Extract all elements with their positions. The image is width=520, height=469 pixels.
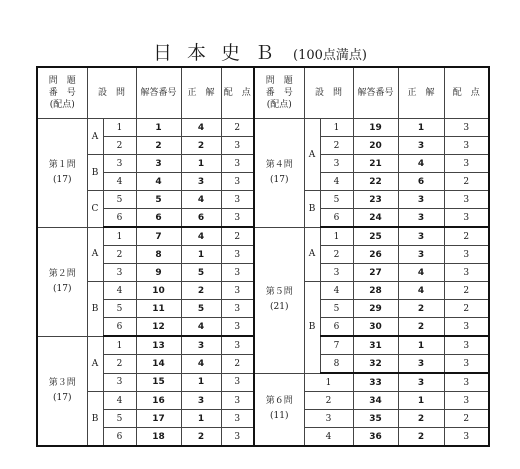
answer-number: 9 xyxy=(136,264,181,282)
sub-num: 6 xyxy=(320,318,353,337)
sub-num: 8 xyxy=(320,355,353,374)
header-haiten-left: 配 点 xyxy=(221,67,254,119)
letter-a: A xyxy=(304,227,320,282)
question-label: 第３問 xyxy=(48,377,76,388)
points: 2 xyxy=(444,300,489,318)
sub-num: 4 xyxy=(103,282,136,300)
answer-number: 19 xyxy=(353,119,398,137)
letter-b: B xyxy=(87,392,103,447)
points: 3 xyxy=(221,137,254,155)
points: 2 xyxy=(444,227,489,246)
answer-number: 31 xyxy=(353,336,398,355)
sub-num: 3 xyxy=(103,155,136,173)
answer-number: 15 xyxy=(136,373,181,392)
correct-answer: 2 xyxy=(398,428,444,447)
points: 3 xyxy=(444,336,489,355)
header-seikai-right: 正 解 xyxy=(398,67,444,119)
points: 2 xyxy=(221,119,254,137)
points: 3 xyxy=(221,246,254,264)
points: 3 xyxy=(444,392,489,410)
correct-answer: 2 xyxy=(398,300,444,318)
correct-answer: 1 xyxy=(181,155,221,173)
question-points: (17) xyxy=(53,392,72,403)
sub-num: 4 xyxy=(304,428,353,447)
correct-answer: 3 xyxy=(181,336,221,355)
correct-answer: 4 xyxy=(181,318,221,337)
letter-b: B xyxy=(87,155,103,191)
correct-answer: 2 xyxy=(181,428,221,447)
answer-number: 17 xyxy=(136,410,181,428)
letter-b: B xyxy=(304,191,320,228)
answer-number: 3 xyxy=(136,155,181,173)
sub-num: 5 xyxy=(103,191,136,209)
answer-number: 25 xyxy=(353,227,398,246)
answer-number: 30 xyxy=(353,318,398,337)
sub-num: 5 xyxy=(320,191,353,209)
sub-num: 3 xyxy=(103,264,136,282)
correct-answer: 3 xyxy=(398,191,444,209)
answer-number: 11 xyxy=(136,300,181,318)
answer-number: 20 xyxy=(353,137,398,155)
answer-number: 2 xyxy=(136,137,181,155)
points: 3 xyxy=(221,392,254,410)
sub-num: 4 xyxy=(103,173,136,191)
letter-a: A xyxy=(87,336,103,392)
question-points: (17) xyxy=(53,174,72,185)
sub-num: 4 xyxy=(320,282,353,300)
points: 3 xyxy=(221,173,254,191)
header-setsumon-right: 設 問 xyxy=(304,67,353,119)
question-label: 第４問 xyxy=(265,159,293,170)
sub-num: 4 xyxy=(320,173,353,191)
answer-number: 1 xyxy=(136,119,181,137)
points: 3 xyxy=(221,300,254,318)
question-points: (17) xyxy=(270,174,289,185)
correct-answer: 2 xyxy=(181,282,221,300)
correct-answer: 3 xyxy=(398,355,444,374)
correct-answer: 2 xyxy=(398,318,444,337)
points: 3 xyxy=(444,373,489,392)
correct-answer: 2 xyxy=(181,137,221,155)
question-label: 第６問 xyxy=(265,396,293,407)
header-seikai-left: 正 解 xyxy=(181,67,221,119)
sub-num: 2 xyxy=(304,392,353,410)
points: 3 xyxy=(444,119,489,137)
answer-number: 8 xyxy=(136,246,181,264)
points: 2 xyxy=(444,410,489,428)
correct-answer: 3 xyxy=(181,392,221,410)
sub-num: 2 xyxy=(320,137,353,155)
question-cell-4 xyxy=(254,119,304,228)
page-title xyxy=(0,38,520,65)
answer-number: 32 xyxy=(353,355,398,374)
correct-answer: 1 xyxy=(398,119,444,137)
points: 3 xyxy=(444,355,489,374)
answer-number: 28 xyxy=(353,282,398,300)
answer-number: 18 xyxy=(136,428,181,447)
answer-table xyxy=(36,66,490,447)
answer-number: 6 xyxy=(136,209,181,228)
sub-num: 1 xyxy=(320,227,353,246)
correct-answer: 3 xyxy=(398,209,444,228)
correct-answer: 4 xyxy=(181,355,221,374)
points: 3 xyxy=(444,246,489,264)
sub-num: 2 xyxy=(103,137,136,155)
points: 3 xyxy=(444,137,489,155)
sub-num: 1 xyxy=(320,119,353,137)
question-label: 第２問 xyxy=(48,268,76,279)
header-setsumon-left: 設 問 xyxy=(87,67,136,119)
points: 3 xyxy=(221,209,254,228)
correct-answer: 1 xyxy=(181,410,221,428)
answer-number: 23 xyxy=(353,191,398,209)
letter-b: B xyxy=(87,282,103,337)
points: 3 xyxy=(221,282,254,300)
points: 3 xyxy=(221,191,254,209)
sub-num: 3 xyxy=(320,155,353,173)
correct-answer: 4 xyxy=(181,227,221,246)
header-question-right: 問 題 番 号 (配点) xyxy=(254,67,304,119)
answer-number: 21 xyxy=(353,155,398,173)
points: 3 xyxy=(444,318,489,337)
answer-number: 36 xyxy=(353,428,398,447)
points: 3 xyxy=(444,209,489,228)
answer-number: 34 xyxy=(353,392,398,410)
header-row xyxy=(37,67,489,119)
sub-num: 1 xyxy=(103,119,136,137)
correct-answer: 3 xyxy=(398,373,444,392)
question-cell-2 xyxy=(37,227,87,336)
sub-num: 6 xyxy=(320,209,353,228)
letter-a: A xyxy=(304,119,320,191)
question-cell-5 xyxy=(254,227,304,373)
correct-answer: 3 xyxy=(398,227,444,246)
correct-answer: 3 xyxy=(181,173,221,191)
sub-num: 6 xyxy=(103,209,136,228)
sub-num: 5 xyxy=(103,410,136,428)
letter-b: B xyxy=(304,282,320,374)
sub-num: 2 xyxy=(103,355,136,374)
sub-num: 3 xyxy=(320,264,353,282)
sub-num: 1 xyxy=(103,336,136,355)
correct-answer: 5 xyxy=(181,264,221,282)
answer-number: 12 xyxy=(136,318,181,337)
title-main: 日本史Ｂ xyxy=(153,42,290,64)
points: 2 xyxy=(221,227,254,246)
table-row xyxy=(37,119,489,137)
points: 3 xyxy=(221,410,254,428)
correct-answer: 6 xyxy=(398,173,444,191)
answer-number: 5 xyxy=(136,191,181,209)
sub-num: 3 xyxy=(304,410,353,428)
points: 3 xyxy=(221,155,254,173)
answer-number: 29 xyxy=(353,300,398,318)
correct-answer: 2 xyxy=(398,410,444,428)
answer-number: 7 xyxy=(136,227,181,246)
points: 3 xyxy=(444,264,489,282)
answer-number: 27 xyxy=(353,264,398,282)
correct-answer: 1 xyxy=(398,392,444,410)
correct-answer: 1 xyxy=(398,336,444,355)
answer-number: 35 xyxy=(353,410,398,428)
points: 3 xyxy=(221,264,254,282)
points: 2 xyxy=(444,282,489,300)
sub-num: 6 xyxy=(103,318,136,337)
answer-number: 16 xyxy=(136,392,181,410)
sub-num: 7 xyxy=(320,336,353,355)
title-score: (100点満点) xyxy=(293,48,367,63)
points: 3 xyxy=(444,155,489,173)
sub-num: 2 xyxy=(103,246,136,264)
points: 2 xyxy=(221,355,254,374)
answer-number: 14 xyxy=(136,355,181,374)
answer-number: 24 xyxy=(353,209,398,228)
letter-a: A xyxy=(87,227,103,282)
answer-number: 10 xyxy=(136,282,181,300)
question-cell-1 xyxy=(37,119,87,228)
correct-answer: 3 xyxy=(398,137,444,155)
correct-answer: 4 xyxy=(181,119,221,137)
answer-number: 13 xyxy=(136,336,181,355)
question-points: (11) xyxy=(270,411,289,422)
answer-number: 26 xyxy=(353,246,398,264)
question-points: (21) xyxy=(270,302,289,312)
header-haiten-right: 配 点 xyxy=(444,67,489,119)
table-row xyxy=(37,373,489,392)
correct-answer: 4 xyxy=(181,191,221,209)
sub-num: 1 xyxy=(304,373,353,392)
sub-num: 6 xyxy=(103,428,136,447)
sub-num: 1 xyxy=(103,227,136,246)
correct-answer: 1 xyxy=(181,246,221,264)
sub-num: 5 xyxy=(103,300,136,318)
header-kaito-right: 解答番号 xyxy=(353,67,398,119)
sub-num: 5 xyxy=(320,300,353,318)
sub-num: 2 xyxy=(320,246,353,264)
correct-answer: 4 xyxy=(398,264,444,282)
points: 3 xyxy=(221,336,254,355)
header-kaito-left: 解答番号 xyxy=(136,67,181,119)
points: 3 xyxy=(444,428,489,447)
question-label: 第１問 xyxy=(48,159,76,170)
correct-answer: 1 xyxy=(181,373,221,392)
correct-answer: 3 xyxy=(398,246,444,264)
question-cell-6 xyxy=(254,373,304,446)
question-points: (17) xyxy=(53,283,72,294)
letter-c: C xyxy=(87,191,103,228)
question-label: 第５問 xyxy=(265,287,293,297)
table-row xyxy=(37,227,489,246)
letter-a: A xyxy=(87,119,103,155)
correct-answer: 4 xyxy=(398,282,444,300)
answer-number: 4 xyxy=(136,173,181,191)
points: 3 xyxy=(221,373,254,392)
sub-num: 4 xyxy=(103,392,136,410)
points: 3 xyxy=(221,318,254,337)
answer-number: 33 xyxy=(353,373,398,392)
correct-answer: 6 xyxy=(181,209,221,228)
points: 3 xyxy=(444,191,489,209)
points: 3 xyxy=(221,428,254,447)
correct-answer: 5 xyxy=(181,300,221,318)
correct-answer: 4 xyxy=(398,155,444,173)
points: 2 xyxy=(444,173,489,191)
question-cell-3 xyxy=(37,336,87,446)
header-question-left: 問 題 番 号 (配点) xyxy=(37,67,87,119)
sub-num: 3 xyxy=(103,373,136,392)
answer-number: 22 xyxy=(353,173,398,191)
